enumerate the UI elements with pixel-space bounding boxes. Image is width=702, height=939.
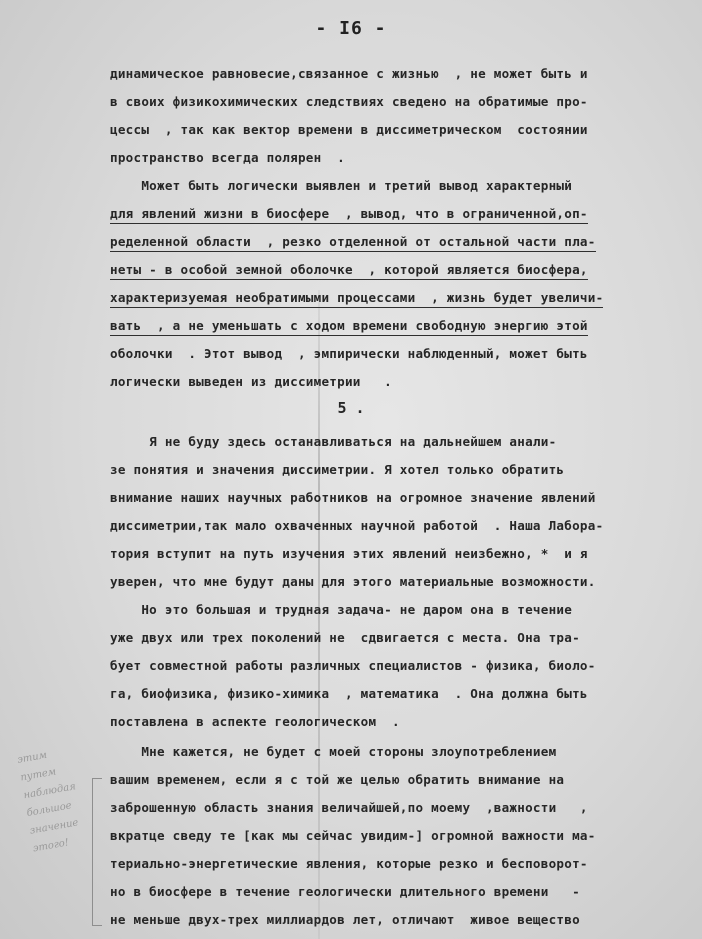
text-line: Но это большая и трудная задача- не даром она в течение — [110, 602, 573, 617]
text-line: не меньше двух-трех миллиардов лет, отличают живое вещество — [110, 912, 580, 927]
text-line: зе понятия и значения диссиметрии. Я хотел только обратить — [110, 462, 565, 477]
text-line: уже двух или трех поколений не сдвигается с места. Она тра- — [110, 630, 580, 645]
margin-note-line: наблюдая — [22, 781, 77, 802]
text-line-underlined: ределенной области , резко отделенной от остальной части пла- — [110, 234, 596, 252]
page-number: - I6 - — [315, 18, 387, 39]
text-line: поставлена в аспекте геологическом . — [110, 714, 400, 729]
margin-note-line: значение — [29, 817, 80, 837]
text-line: но в биосфере в течение геологически длительного времени - — [110, 884, 580, 899]
text-line: оболочки . Этот вывод , эмпирически наблюденный, может быть — [110, 346, 588, 361]
text-line: Может быть логически выявлен и третий вывод характерный — [110, 178, 573, 193]
text-line: логически выведен из диссиметрии . — [110, 374, 392, 389]
section-number: 5 . — [337, 399, 365, 417]
text-line: Я не буду здесь останавливаться на дальнейшем анали- — [110, 434, 557, 449]
text-line-underlined: неты - в особой земной оболочке , которой является биосфера, — [110, 262, 588, 280]
text-line-underlined: для явлений жизни в биосфере , вывод, что в ограниченной,оп- — [110, 206, 588, 224]
text-line: диссиметрии,так мало охваченных научной работой . Наша Лабора- — [110, 518, 604, 533]
text-line: внимание наших научных работников на огромное значение явлений — [110, 490, 596, 505]
margin-note-line: этим — [16, 749, 48, 766]
margin-note-line: путем — [19, 766, 57, 784]
text-line-underlined: вать , а не уменьшать с ходом времени свободную энергию этой — [110, 318, 588, 336]
text-line: заброшенную область знания величайшей,по моему ,важности , — [110, 800, 588, 815]
text-line: тория вступит на путь изучения этих явлений неизбежно, * и я — [110, 546, 588, 561]
text-line: в своих физикохимических следствиях сведено на обратимые про- — [110, 94, 588, 109]
text-line: га, биофизика, физико-химика , математика . Она должна быть — [110, 686, 588, 701]
text-line: уверен, что мне будут даны для этого материальные возможности. — [110, 574, 596, 589]
text-line: Мне кажется, не будет с моей стороны злоупотреблением — [110, 744, 557, 759]
text-line: пространство всегда полярен . — [110, 150, 345, 165]
margin-note-line: этого! — [32, 837, 70, 855]
text-line: бует совместной работы различных специалистов - физика, биоло- — [110, 658, 596, 673]
text-line-underlined: характеризуемая необратимыми процессами , жизнь будет увеличи- — [110, 290, 603, 308]
text-line: цессы , так как вектор времени в диссиметрическом состоянии — [110, 122, 588, 137]
text-line: вашим временем, если я с той же целью обратить внимание на — [110, 772, 565, 787]
margin-bracket — [92, 778, 102, 926]
handwritten-margin-note — [16, 738, 121, 900]
text-line: вкратце сведу те [как мы сейчас увидим-] огромной важности ма- — [110, 828, 596, 843]
text-line: териально-энергетические явления, которые резко и бесповорот- — [110, 856, 588, 871]
text-line: динамическое равновесие,связанное с жизнью , не может быть и — [110, 66, 588, 81]
margin-note-line: большое — [25, 800, 73, 819]
